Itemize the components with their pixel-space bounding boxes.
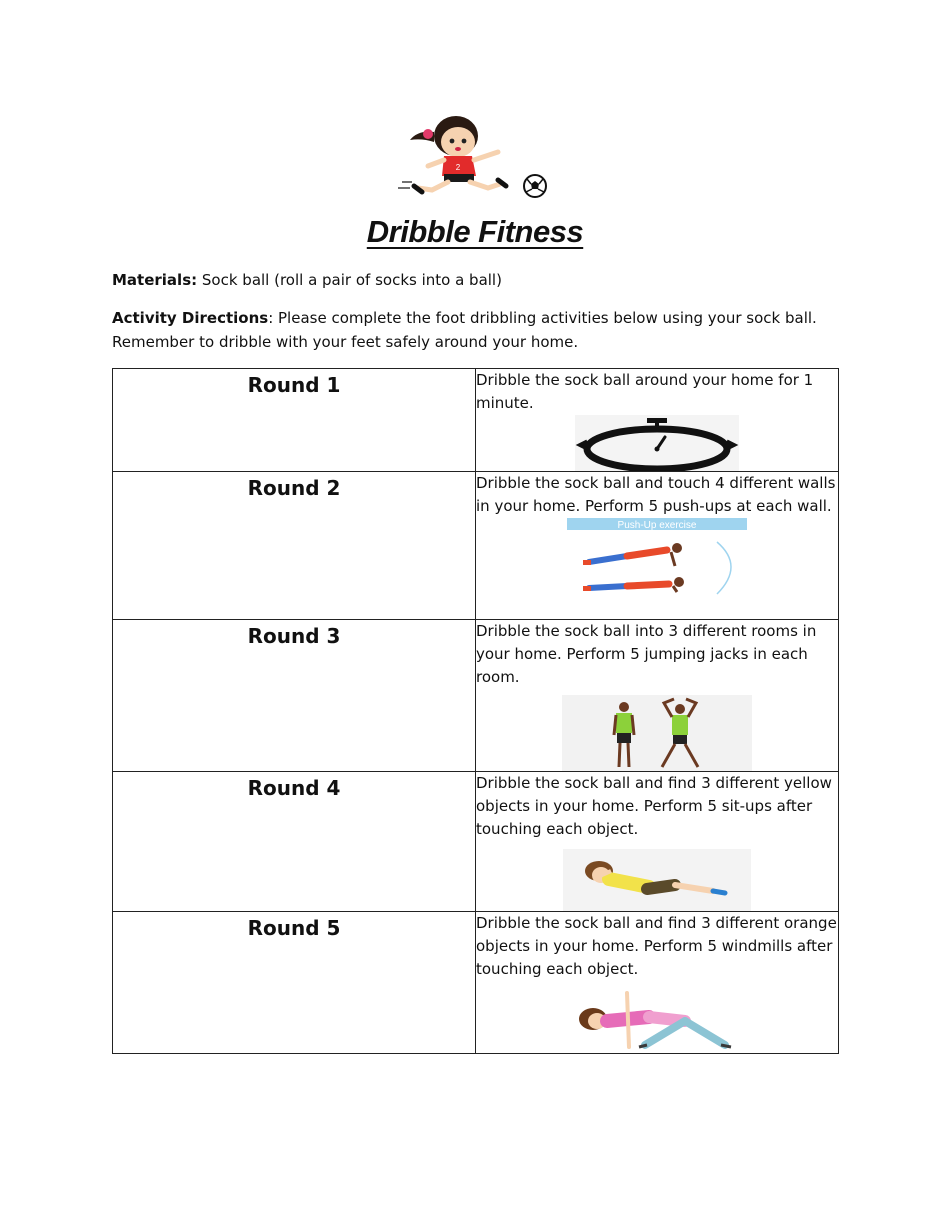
jumping-jacks-illustration [562, 695, 752, 771]
materials-label: Materials: [112, 271, 198, 289]
push-up-caption: Push-Up exercise [617, 520, 697, 531]
stopwatch-icon [575, 415, 739, 471]
round-description: Dribble the sock ball and touch 4 different walls in your home. Perform 5 push-ups at each wall. [476, 474, 836, 515]
table-row [113, 912, 839, 1054]
round-cell [113, 620, 476, 772]
windmill-illustration [567, 987, 747, 1053]
push-up-illustration [567, 518, 747, 598]
round-description: Dribble the sock ball and find 3 different orange objects in your home. Perform 5 windmills after touching each object. [476, 914, 837, 978]
directions-label: Activity Directions [112, 309, 269, 327]
description-cell [476, 912, 839, 1054]
description-cell [476, 369, 839, 472]
table-row [113, 620, 839, 772]
round-label: Round 3 [247, 624, 341, 648]
girl-soccer-illustration [388, 112, 564, 200]
round-label: Round 1 [247, 373, 341, 397]
table-row [113, 472, 839, 620]
description-cell [476, 472, 839, 620]
table-row [113, 772, 839, 912]
svg-text:2: 2 [455, 163, 461, 172]
table-row [113, 369, 839, 472]
round-label: Round 2 [247, 476, 341, 500]
directions-paragraph [112, 306, 842, 354]
round-label: Round 5 [247, 916, 341, 940]
directions-text: : Please complete the foot dribbling activities below using your sock ball. Remember to dribble with your feet safely around your home. [112, 309, 817, 351]
rounds-table [112, 368, 839, 1054]
materials-text: Sock ball (roll a pair of socks into a ball) [197, 271, 502, 289]
round-cell [113, 369, 476, 472]
round-cell [113, 912, 476, 1054]
round-description: Dribble the sock ball around your home for 1 minute. [476, 371, 814, 412]
description-cell [476, 620, 839, 772]
round-cell [113, 772, 476, 912]
round-label: Round 4 [247, 776, 341, 800]
round-description: Dribble the sock ball into 3 different rooms in your home. Perform 5 jumping jacks in each room. [476, 622, 817, 686]
round-description: Dribble the sock ball and find 3 different yellow objects in your home. Perform 5 sit-ups after touching each object. [476, 774, 832, 838]
materials-line [112, 268, 842, 292]
round-cell [113, 472, 476, 620]
page-title: Dribble Fitness [366, 214, 584, 249]
sit-up-illustration [563, 849, 751, 911]
description-cell [476, 772, 839, 912]
